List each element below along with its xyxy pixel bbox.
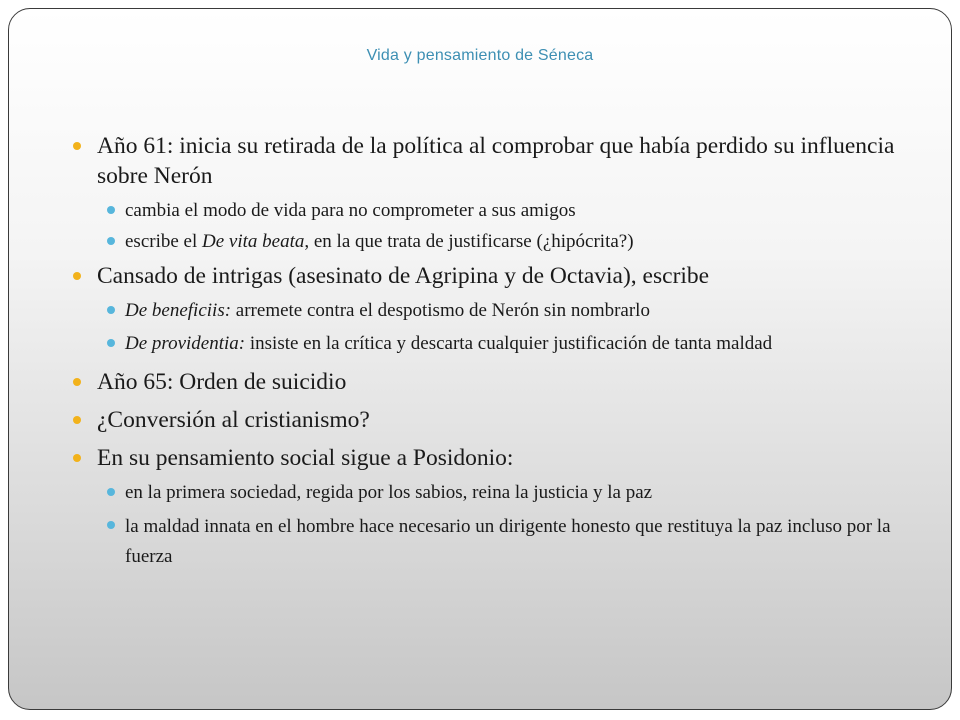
sub-bullet-item bbox=[73, 512, 913, 572]
bullet-dot-icon bbox=[73, 454, 81, 462]
sub-bullet-item bbox=[73, 228, 913, 255]
bullet-item bbox=[73, 405, 913, 435]
sub-bullet-dot-icon bbox=[107, 206, 115, 214]
work-title-italic: De vita beata bbox=[202, 231, 305, 252]
sub-bullet-item bbox=[73, 297, 913, 324]
bullet-text: Cansado de intrigas (asesinato de Agripina y de Octavia), escribe bbox=[97, 263, 710, 289]
bullet-item bbox=[73, 367, 913, 397]
sub-bullet-text-post: insiste en la crítica y descarta cualquier justificación de tanta maldad bbox=[245, 333, 773, 354]
work-title-italic: De beneficiis: bbox=[125, 300, 232, 321]
sub-bullet-dot-icon bbox=[107, 339, 115, 347]
sub-bullet-item bbox=[73, 330, 913, 357]
bullet-text: ¿Conversión al cristianismo? bbox=[97, 407, 370, 433]
sub-bullet-dot-icon bbox=[107, 488, 115, 496]
bullet-dot-icon bbox=[73, 142, 81, 150]
sub-bullet-item bbox=[73, 197, 913, 224]
sub-bullet-dot-icon bbox=[107, 521, 115, 529]
bullet-text: En su pensamiento social sigue a Posidonio: bbox=[97, 445, 514, 471]
bullet-dot-icon bbox=[73, 416, 81, 424]
sub-bullet-text: cambia el modo de vida para no comprometer a sus amigos bbox=[125, 200, 576, 221]
bullet-dot-icon bbox=[73, 272, 81, 280]
sub-bullet-text: la maldad innata en el hombre hace necesario un dirigente honesto que restituya la paz incluso por la fuerza bbox=[125, 516, 891, 567]
sub-bullet-dot-icon bbox=[107, 237, 115, 245]
bullet-item bbox=[73, 443, 913, 473]
sub-bullet-dot-icon bbox=[107, 306, 115, 314]
sub-bullet-text: en la primera sociedad, regida por los sabios, reina la justicia y la paz bbox=[125, 482, 653, 503]
sub-bullet-text-pre: escribe el bbox=[125, 231, 203, 252]
work-title-italic: De providentia: bbox=[125, 333, 246, 354]
bullet-text: Año 61: inicia su retirada de la política al comprobar que había perdido su influencia sobre Nerón bbox=[97, 133, 895, 189]
slide bbox=[8, 8, 952, 710]
slide-content bbox=[73, 131, 913, 572]
bullet-dot-icon bbox=[73, 378, 81, 386]
sub-bullet-text-post: , en la que trata de justificarse (¿hipócrita?) bbox=[304, 231, 634, 252]
bullet-item bbox=[73, 261, 913, 291]
bullet-text: Año 65: Orden de suicidio bbox=[97, 369, 347, 395]
sub-bullet-item bbox=[73, 479, 913, 506]
slide-title: Vida y pensamiento de Séneca bbox=[366, 47, 594, 64]
bullet-item bbox=[73, 131, 913, 191]
sub-bullet-text-post: arremete contra el despotismo de Nerón sin nombrarlo bbox=[231, 300, 650, 321]
